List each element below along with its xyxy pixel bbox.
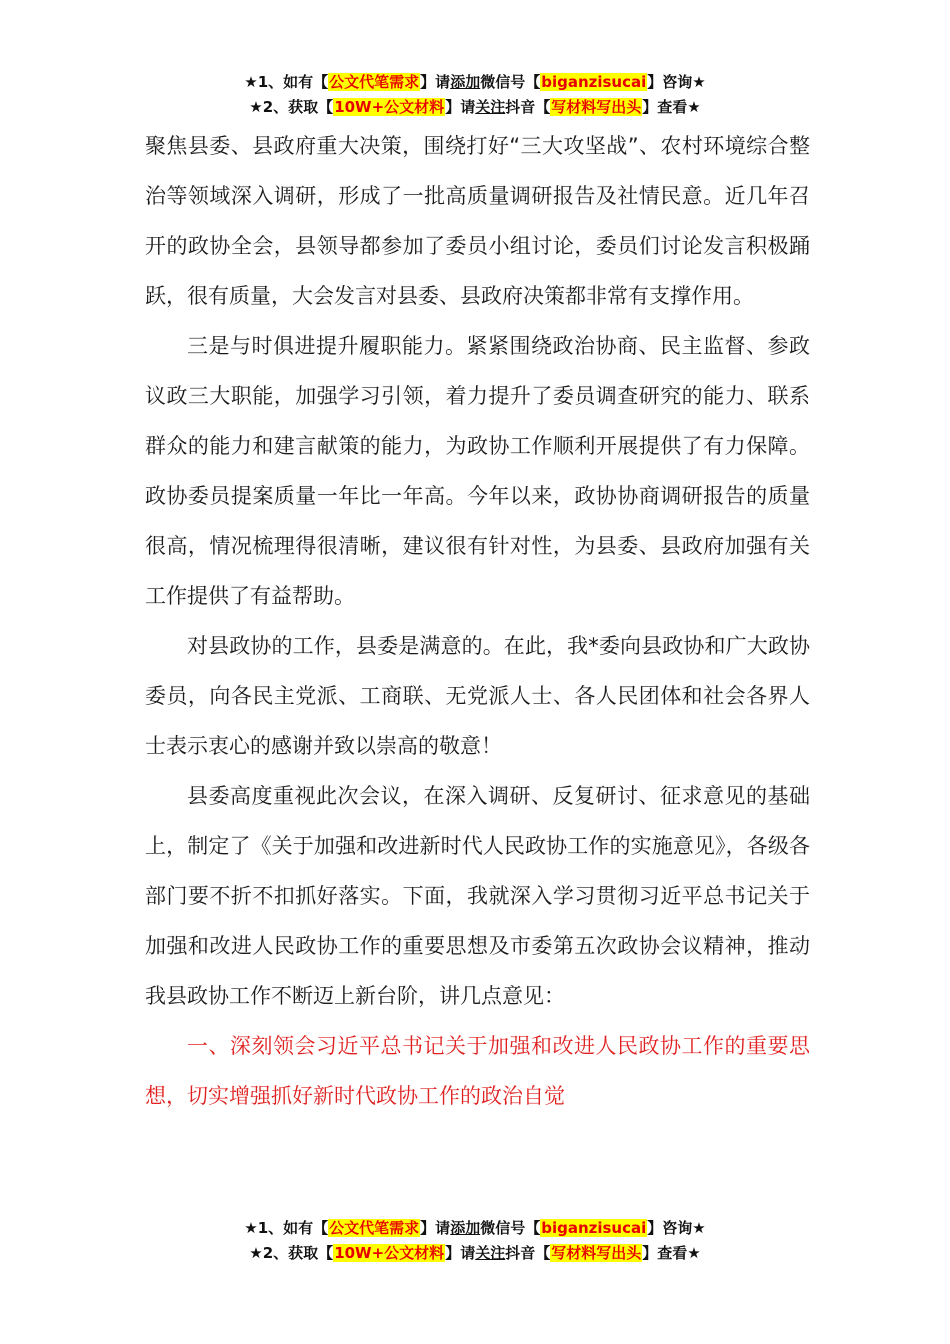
star-icon: ★ bbox=[244, 73, 258, 91]
banner-highlight: biganzisucai bbox=[541, 73, 647, 91]
banner-highlight: 写材料写出头 bbox=[551, 1244, 642, 1262]
star-icon: ★ bbox=[249, 98, 263, 116]
section-heading: 一、深刻领会习近平总书记关于加强和改进人民政协工作的重要思想，切实增强抓好新时代政协工作的政治自觉 bbox=[145, 1034, 810, 1108]
banner-highlight: 10W+公文材料 bbox=[334, 1244, 445, 1262]
paragraph: 对县政协的工作，县委是满意的。在此，我*委向县政协和广大政协委员，向各民主党派、工商联、无党派人士、各人民团体和社会各界人士表示衷心的感谢并致以崇高的敬意！ bbox=[145, 634, 810, 758]
document-body bbox=[145, 121, 810, 1121]
star-icon: ★ bbox=[244, 1219, 258, 1237]
star-icon: ★ bbox=[249, 1244, 263, 1262]
banner-line-2: ★2、获取【10W+公文材料】请关注抖音【写材料写出头】查看★ bbox=[249, 1244, 701, 1262]
banner-line-2: ★2、获取【10W+公文材料】请关注抖音【写材料写出头】查看★ bbox=[249, 98, 701, 116]
banner-highlight: biganzisucai bbox=[541, 1219, 647, 1237]
footer-banner bbox=[0, 1216, 950, 1266]
paragraph: 县委高度重视此次会议，在深入调研、反复研讨、征求意见的基础上，制定了《关于加强和改进新时代人民政协工作的实施意见》，各级各部门要不折不扣抓好落实。下面，我就深入学习贯彻习近平总书记关于加强和改进人民政协工作的重要思想及市委第五次政协会议精神，推动我县政协工作不断迈上新台阶，讲几点意见： bbox=[145, 784, 810, 1008]
banner-highlight: 公文代笔需求 bbox=[329, 1219, 420, 1237]
paragraph: 三是与时俱进提升履职能力。紧紧围绕政治协商、民主监督、参政议政三大职能，加强学习引领，着力提升了委员调查研究的能力、联系群众的能力和建言献策的能力，为政协工作顺利开展提供了有力保障。政协委员提案质量一年比一年高。今年以来，政协协商调研报告的质量很高，情况梳理得很清晰，建议很有针对性，为县委、县政府加强有关工作提供了有益帮助。 bbox=[145, 334, 810, 608]
banner-highlight: 10W+公文材料 bbox=[334, 98, 445, 116]
banner-highlight: 写材料写出头 bbox=[551, 98, 642, 116]
banner-line-1: ★1、如有【公文代笔需求】请添加微信号【biganzisucai】咨询★ bbox=[244, 1219, 706, 1237]
banner-highlight: 公文代笔需求 bbox=[329, 73, 420, 91]
paragraph: 聚焦县委、县政府重大决策，围绕打好“三大攻坚战”、农村环境综合整治等领域深入调研，形成了一批高质量调研报告及社情民意。近几年召开的政协全会，县领导都参加了委员小组讨论，委员们讨论发言积极踊跃，很有质量，大会发言对县委、县政府决策都非常有支撑作用。 bbox=[145, 134, 810, 308]
header-banner bbox=[0, 70, 950, 120]
banner-line-1: ★1、如有【公文代笔需求】请添加微信号【biganzisucai】咨询★ bbox=[244, 73, 706, 91]
